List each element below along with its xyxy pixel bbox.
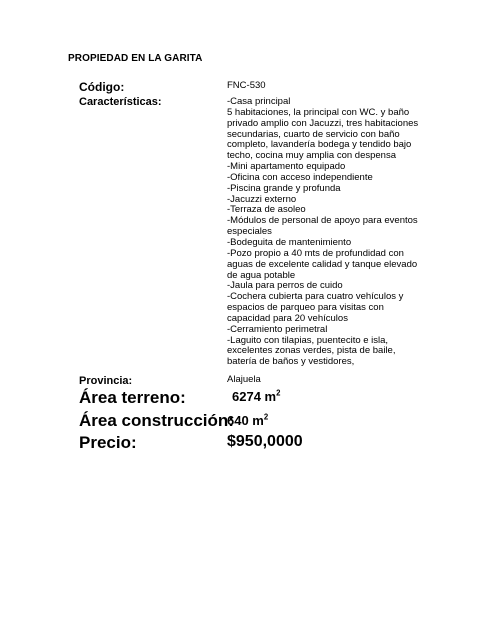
caracteristica-line: aguas de excelente calidad y tanque elevado <box>227 258 418 270</box>
caracteristica-line: -Terraza de asoleo <box>227 204 306 216</box>
area-construccion-exponent: 2 <box>263 412 269 422</box>
caracteristica-line: -Pozo propio a 40 mts de profundidad con <box>227 247 404 259</box>
caracteristica-line: privado amplio con Jacuzzi, tres habitaciones <box>227 117 419 129</box>
caracteristica-line: techo, cocina muy amplia con despensa <box>227 150 396 162</box>
caracteristica-line: -Bodeguita de mantenimiento <box>227 236 352 248</box>
caracteristica-line: -Jaula para perros de cuido <box>227 280 343 292</box>
caracteristica-line: capacidad para 20 vehículos <box>227 312 348 324</box>
caracteristica-line: completo, lavandería bodega y tendido bajo <box>227 139 412 151</box>
caracteristica-line: -Módulos de personal de apoyo para eventos <box>227 215 418 227</box>
precio-value: $950,0000 <box>227 433 303 450</box>
area-construccion-label: Área construcción: <box>79 411 234 430</box>
precio-label: Precio: <box>79 433 137 452</box>
caracteristica-line: -Piscina grande y profunda <box>227 182 341 194</box>
caracteristica-line: especiales <box>227 226 272 238</box>
codigo-value: FNC-530 <box>227 80 266 91</box>
area-terreno-label: Área terreno: <box>79 388 186 407</box>
caracteristica-line: -Cochera cubierta para cuatro vehículos y <box>227 291 404 303</box>
caracteristica-line: -Casa principal <box>227 96 291 107</box>
page-title: PROPIEDAD EN LA GARITA <box>68 53 203 64</box>
caracteristica-line: -Laguito con tilapias, puentecito e isla, <box>227 334 389 346</box>
caracteristica-line: excelentes zonas verdes, pista de baile, <box>227 345 396 357</box>
caracteristica-line: -Oficina con acceso independiente <box>227 171 373 183</box>
area-terreno-exponent: 2 <box>276 388 281 398</box>
caracteristicas-label: Características: <box>79 96 162 108</box>
area-construccion-number: 640 m <box>227 413 264 428</box>
area-terreno-value <box>232 389 280 404</box>
area-terreno-number: 6274 m <box>232 389 277 404</box>
codigo-label: Código: <box>79 80 125 94</box>
area-construccion-value <box>227 413 268 428</box>
caracteristica-line: de agua potable <box>227 269 296 281</box>
caracteristica-line: -Jacuzzi externo <box>227 193 297 205</box>
provincia-value: Alajuela <box>227 374 261 385</box>
caracteristica-line: espacios de parqueo para visitas con <box>227 302 384 314</box>
caracteristica-line: batería de baños y vestidores, <box>227 356 355 368</box>
provincia-label: Provincia: <box>79 375 133 387</box>
caracteristica-line: -Mini apartamento equipado <box>227 161 346 173</box>
caracteristica-line: secundarias, cuarto de servicio con baño <box>227 128 400 140</box>
caracteristicas-list <box>227 97 437 368</box>
caracteristica-line: -Cerramiento perimetral <box>227 323 328 335</box>
caracteristica-line: 5 habitaciones, la principal con WC. y baño <box>227 106 410 118</box>
